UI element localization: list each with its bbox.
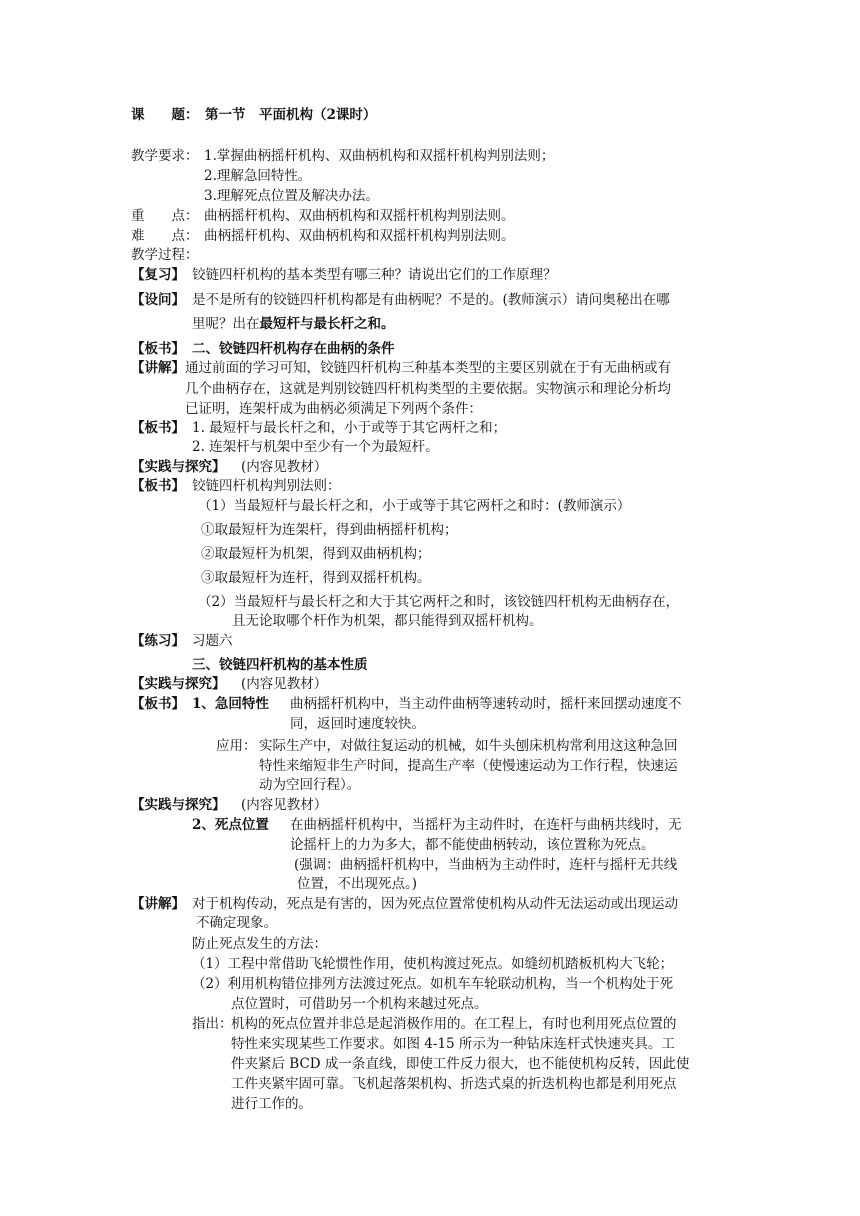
term-quick-return: 1、急回特性 — [192, 696, 269, 712]
key-point-label: 重 点： — [131, 208, 199, 224]
term-dead-point: 2、死点位置 — [192, 817, 269, 833]
rule-subitem: ③取最短杆为连杆，得到双摇杆机构。 — [201, 570, 431, 586]
review-tag: 【复习】 — [131, 267, 185, 283]
practice-tag: 【实践与探究】 — [131, 797, 226, 813]
condition-item: 1. 最短杆与最长杆之和，小于或等于其它两杆之和； — [192, 420, 507, 436]
application-text: 动为空回行程）。 — [259, 777, 361, 793]
point-out-label: 指出： — [192, 1016, 233, 1032]
question-text: 里呢？出在 — [192, 316, 260, 332]
term-definition: 同，返回时速度较快。 — [290, 716, 425, 732]
exercise-text: 习题六 — [192, 633, 233, 649]
practice-text: (内容见教材） — [241, 676, 328, 692]
lesson-title-label: 课 题： — [131, 107, 199, 123]
question-emphasis: 最短杆与最长杆之和。 — [259, 316, 395, 332]
requirements-label: 教学要求： — [131, 148, 199, 164]
emphasis-note: (强调：曲柄摇杆机构中，当曲柄为主动件时，连杆与摇杆无共线 — [294, 857, 678, 873]
condition-item: 2. 连架杆与机架中至少有一个为最短杆。 — [192, 439, 439, 455]
practice-tag: 【实践与探究】 — [131, 459, 226, 475]
term-definition: 曲柄摇杆机构中，当主动件曲柄等速转动时，摇杆来回摆动速度不 — [290, 696, 682, 712]
requirement-item: 3.理解死点位置及解决办法。 — [204, 188, 379, 204]
point-out-text: 进行工作的。 — [231, 1096, 312, 1112]
rule-case: （2）当最短杆与最长杆之和大于其它两杆之和时，该铰链四杆机构无曲柄存在， — [198, 594, 680, 610]
application-text: 实际生产中，对做往复运动的机械，如牛头刨床机构常利用这这种急回 — [259, 738, 678, 754]
practice-text: (内容见教材） — [241, 797, 328, 813]
requirement-item: 2.理解急回特性。 — [204, 168, 312, 184]
board-tag: 【板书】 — [131, 696, 185, 712]
board-tag: 【板书】 — [131, 341, 185, 357]
requirement-item: 1.掌握曲柄摇杆机构、双曲柄机构和双摇杆机构判别法则； — [204, 148, 555, 164]
difficulty-text: 曲柄摇杆机构、双曲柄机构和双摇杆机构判别法则。 — [204, 228, 515, 244]
board-tag: 【板书】 — [131, 478, 185, 494]
term-definition: 论摇杆上的力为多大，都不能使曲柄转动，该位置称为死点。 — [290, 837, 655, 853]
review-text: 铰链四杆机构的基本类型有哪三种？请说出它们的工作原理？ — [192, 267, 557, 283]
prevent-heading: 防止死点发生的方法： — [192, 936, 327, 952]
method-item: 点位置时，可借助另一个机构来越过死点。 — [231, 996, 488, 1012]
lecture-line: 已证明，连架杆成为曲柄必须满足下列两个条件： — [185, 401, 482, 417]
board-tag: 【板书】 — [131, 420, 185, 436]
rule-case: 且无论取哪个杆作为机架，都只能得到双摇杆机构。 — [232, 613, 543, 629]
exercise-tag: 【练习】 — [131, 633, 185, 649]
section-heading: 三、铰链四杆机构的基本性质 — [192, 657, 368, 673]
lesson-title: 第一节 平面机构（2课时） — [205, 107, 377, 123]
question-line: 是不是所有的铰链四杆机构都是有曲柄呢？不是的。(教师演示）请问奥秘出在哪 — [192, 292, 670, 308]
rule-subitem: ②取最短杆为机架，得到双曲柄机构； — [201, 546, 431, 562]
practice-text: (内容见教材） — [241, 459, 328, 475]
lecture-line: 几个曲柄存在，这就是判别铰链四杆机构类型的主要依据。实物演示和理论分析均 — [185, 381, 671, 397]
lecture-line: 对于机构传动，死点是有害的，因为死点位置常使机构从动件无法运动或出现运动 — [192, 896, 678, 912]
term-definition: 在曲柄摇杆机构中，当摇杆为主动件时，在连杆与曲柄共线时，无 — [290, 817, 682, 833]
point-out-text: 工件夹紧牢固可靠。飞机起落架机构、折迭式桌的折迭机构也都是利用死点 — [231, 1076, 677, 1092]
emphasis-note: 位置，不出现死点。) — [297, 876, 418, 892]
application-text: 特性来缩短非生产时间，提高生产率（使慢速运动为工作行程，快速运 — [259, 758, 678, 774]
rule-case: （1）当最短杆与最长杆之和，小于或等于其它两杆之和时：(教师演示） — [198, 498, 631, 514]
point-out-text: 件夹紧后 BCD 成一条直线，即使工件反力很大，也不能使机构反转，因此使 — [231, 1056, 690, 1072]
process-label: 教学过程： — [131, 247, 199, 263]
method-item: （2）利用机构错位排列方法渡过死点。如机车车轮联动机构，当一个机构处于死 — [192, 976, 674, 992]
lecture-line: 不确定现象。 — [196, 915, 277, 931]
rule-subitem: ①取最短杆为连架杆，得到曲柄摇杆机构； — [201, 522, 458, 538]
point-out-text: 特性来实现某些工作要求。如图 4-15 所示为一种钻床连杆式快速夹具。工 — [231, 1036, 675, 1052]
question-tag: 【设问】 — [131, 292, 185, 308]
key-point-text: 曲柄摇杆机构、双曲柄机构和双摇杆机构判别法则。 — [204, 208, 515, 224]
difficulty-label: 难 点： — [131, 228, 199, 244]
section-heading: 二、铰链四杆机构存在曲柄的条件 — [192, 341, 395, 357]
lecture-tag: 【讲解】 — [131, 360, 185, 376]
rule-heading: 铰链四杆机构判别法则： — [192, 478, 341, 494]
lecture-line: 通过前面的学习可知，铰链四杆机构三种基本类型的主要区别就在于有无曲柄或有 — [185, 360, 671, 376]
point-out-text: 机构的死点位置并非总是起消极作用的。在工程上，有时也利用死点位置的 — [231, 1016, 677, 1032]
application-label: 应用： — [216, 738, 257, 754]
method-item: （1）工程中常借助飞轮惯性作用，使机构渡过死点。如缝纫机踏板机构大飞轮； — [192, 956, 674, 972]
question-line — [192, 315, 395, 333]
practice-tag: 【实践与探究】 — [131, 676, 226, 692]
lecture-tag: 【讲解】 — [131, 896, 185, 912]
